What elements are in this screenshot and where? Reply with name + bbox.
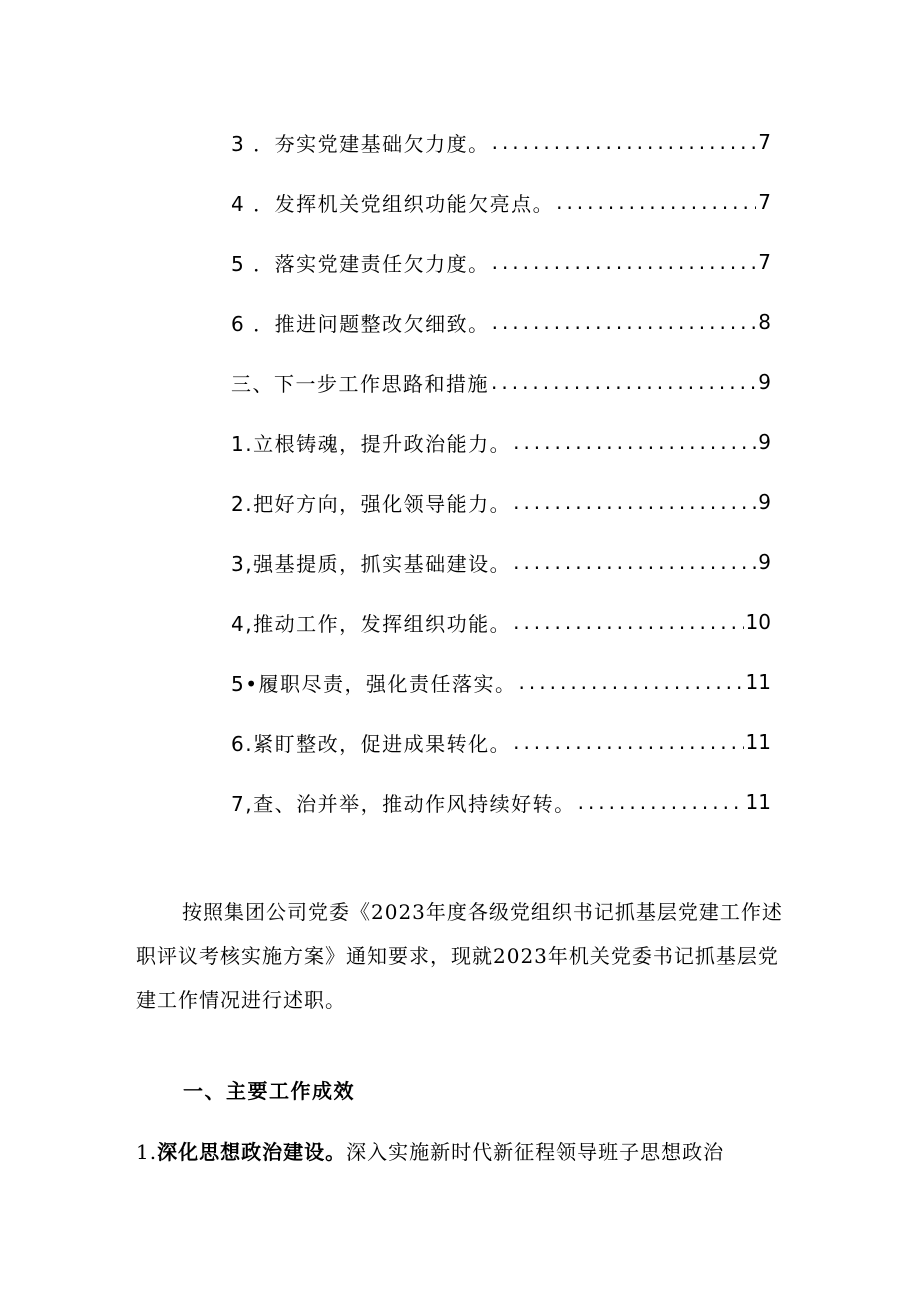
toc-entry-label: 5 ．落实党建责任欠力度。 bbox=[231, 251, 490, 276]
intro-paragraph: 按照集团公司党委《2023年度各级党组织书记抓基层党建工作述职评议考核实施方案》通知要求，现就2023年机关党委书记抓基层党建工作情况进行述职。 bbox=[136, 900, 783, 1012]
toc-entry-label: 3,强基提质，抓实基础建设。 bbox=[231, 551, 512, 576]
toc-entry-label: 7,查、治并举，推动作风持续好转。 bbox=[231, 791, 576, 816]
toc-leader-dots bbox=[492, 130, 757, 154]
toc-entry-label: 4,推动工作，发挥组织功能。 bbox=[231, 611, 512, 636]
section-heading: 一、主要工作成效 bbox=[183, 1079, 355, 1103]
toc-entry-page: 7 bbox=[758, 130, 771, 154]
toc-leader-dots bbox=[513, 430, 756, 454]
item-title: 深化思想政治建设。 bbox=[157, 1140, 347, 1164]
toc-entry-label: 5•履职尽责，强化责任落实。 bbox=[231, 671, 517, 696]
toc-entry[interactable] bbox=[231, 592, 771, 652]
toc-entry[interactable] bbox=[231, 652, 771, 712]
toc-entry-page: 11 bbox=[745, 730, 771, 754]
item-number: 1. bbox=[136, 1140, 158, 1164]
toc-leader-dots bbox=[513, 730, 743, 754]
toc-entry-page: 11 bbox=[745, 670, 771, 694]
toc-leader-dots bbox=[513, 610, 743, 634]
toc-leader-dots bbox=[492, 250, 757, 274]
toc-entry[interactable] bbox=[231, 472, 771, 532]
toc-entry-page: 7 bbox=[758, 190, 771, 214]
toc-entry-page: 10 bbox=[745, 610, 771, 634]
toc-entry-label: 6 ．推进问题整改欠细致。 bbox=[231, 311, 490, 336]
toc-entry-label: 4 ．发挥机关党组织功能欠亮点。 bbox=[231, 191, 555, 216]
toc-entry-label: 3 ．夯实党建基础欠力度。 bbox=[231, 131, 490, 156]
toc-entry-page: 9 bbox=[758, 550, 771, 574]
item-text: 深入实施新时代新征程领导班子思想政治 bbox=[346, 1140, 725, 1164]
toc-leader-dots bbox=[492, 310, 757, 334]
toc-entry-page: 7 bbox=[758, 250, 771, 274]
table-of-contents bbox=[231, 112, 771, 832]
toc-entry-label: 6.紧盯整改，促进成果转化。 bbox=[231, 731, 512, 756]
toc-leader-dots bbox=[491, 370, 756, 394]
toc-leader-dots bbox=[519, 670, 744, 694]
toc-leader-dots bbox=[578, 790, 744, 814]
toc-entry-page: 9 bbox=[758, 430, 771, 454]
toc-entry-label: 2.把好方向，强化领导能力。 bbox=[231, 491, 512, 516]
toc-entry-page: 9 bbox=[758, 490, 771, 514]
toc-entry[interactable] bbox=[231, 112, 771, 172]
toc-entry[interactable] bbox=[231, 232, 771, 292]
toc-entry[interactable] bbox=[231, 352, 771, 412]
toc-entry[interactable] bbox=[231, 292, 771, 352]
toc-entry[interactable] bbox=[231, 772, 771, 832]
toc-entry-page: 8 bbox=[758, 310, 771, 334]
toc-leader-dots bbox=[513, 490, 756, 514]
toc-entry-label: 1.立根铸魂，提升政治能力。 bbox=[231, 431, 512, 456]
toc-entry[interactable] bbox=[231, 172, 771, 232]
section-item bbox=[136, 1132, 796, 1172]
toc-entry[interactable] bbox=[231, 712, 771, 772]
toc-leader-dots bbox=[556, 190, 756, 214]
toc-leader-dots bbox=[513, 550, 756, 574]
toc-entry[interactable] bbox=[231, 532, 771, 592]
toc-entry-page: 11 bbox=[745, 790, 771, 814]
toc-entry-page: 9 bbox=[758, 370, 771, 394]
toc-entry[interactable] bbox=[231, 412, 771, 472]
toc-entry-label: 三、下一步工作思路和措施 bbox=[231, 371, 489, 396]
